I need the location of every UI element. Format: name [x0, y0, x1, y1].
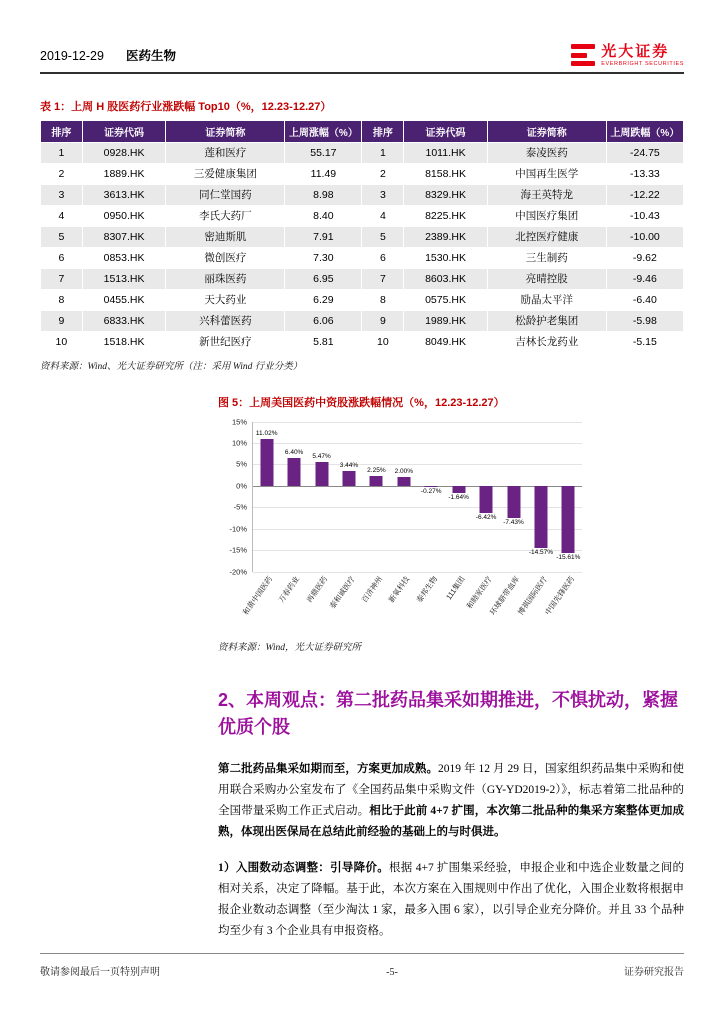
chart-bar-column: [308, 422, 335, 572]
paragraph-1: [218, 759, 684, 844]
report-body: [218, 687, 684, 943]
table1-header-cell: 证券简称: [487, 120, 606, 142]
table-cell: 1: [362, 142, 404, 163]
table-row: [41, 184, 684, 205]
table-cell: -6.40: [606, 289, 683, 310]
table-cell: 8329.HK: [404, 184, 488, 205]
table1-header-cell: 证券简称: [166, 120, 285, 142]
table-cell: -12.22: [606, 184, 683, 205]
table-cell: 泰凌医药: [487, 142, 606, 163]
table-cell: 5.81: [285, 331, 362, 352]
chart-bar-column: [500, 422, 527, 572]
table-cell: 8.40: [285, 205, 362, 226]
chart-y-tick-label: -10%: [229, 524, 247, 534]
table-cell: 6: [362, 247, 404, 268]
chart-value-label: -14.57%: [528, 549, 554, 557]
table1-header-row: [41, 120, 684, 142]
table-cell: 8.98: [285, 184, 362, 205]
table-cell: 1513.HK: [82, 268, 166, 289]
paragraph-2: [218, 858, 684, 943]
table-cell: 8307.HK: [82, 226, 166, 247]
figure5-chart: [218, 417, 684, 634]
header-left: [40, 46, 176, 64]
chart-x-tick-label: 和黄中国医药: [240, 574, 274, 617]
chart-x-tick: [359, 572, 390, 634]
chart-x-tick-label: 泰邦生物: [414, 574, 439, 604]
chart-y-axis: [218, 417, 252, 577]
table-cell: 0950.HK: [82, 205, 166, 226]
table-cell: -9.46: [606, 268, 683, 289]
table-cell: 北控医疗健康: [487, 226, 606, 247]
paragraph-1-body: 2019 年 12 月 29 日，国家组织药品集中采购和使用联合采购办公室发布了《全国药品集中采购文件（GY-YD2019-2）》，标志着第二批品种的全国带量采购工作正式启动。: [218, 762, 685, 818]
table-cell: 李氏大药厂: [166, 205, 285, 226]
chart-y-tick-label: 0%: [236, 481, 247, 491]
chart-x-tick-label: 万春药业: [276, 574, 302, 604]
table-cell: 2: [362, 163, 404, 184]
table1-header-cell: 上周涨幅（%）: [285, 120, 362, 142]
table-cell: 8049.HK: [404, 331, 488, 352]
table1-header-cell: 证券代码: [82, 120, 166, 142]
paragraph-1-lead: 第二批药品集采如期而至，方案更加成熟。: [218, 762, 439, 775]
table1-header-cell: 上周跌幅（%）: [606, 120, 683, 142]
table-cell: 1518.HK: [82, 331, 166, 352]
table-cell: -9.62: [606, 247, 683, 268]
chart-x-tick-label: 泰和诚医疗: [327, 574, 357, 611]
table-row: [41, 268, 684, 289]
table-cell: 7: [41, 268, 83, 289]
table-cell: 10: [41, 331, 83, 352]
chart-y-tick-label: 15%: [231, 417, 247, 427]
chart-xlabel-row: [218, 572, 684, 634]
chart-x-tick-label: 博祺国际医疗: [515, 574, 549, 617]
table1-header-cell: 排序: [362, 120, 404, 142]
table-cell: 1889.HK: [82, 163, 166, 184]
chart-value-label: 5.47%: [312, 453, 331, 461]
table-cell: 5: [362, 226, 404, 247]
chart-x-tick: [276, 572, 308, 634]
table-cell: 海王英特龙: [487, 184, 606, 205]
chart-value-label: 3.44%: [339, 462, 359, 470]
chart-bar: [562, 486, 575, 553]
figure5-source: 资料来源：Wind，光大证券研究所: [218, 642, 362, 653]
report-date: 2019-12-29: [40, 49, 104, 64]
table-cell: 8158.HK: [404, 163, 488, 184]
table-cell: 6.29: [285, 289, 362, 310]
table-cell: 3613.HK: [82, 184, 166, 205]
table-cell: -5.98: [606, 310, 683, 331]
chart-bar-column: [445, 422, 472, 572]
chart-x-labels: [240, 572, 582, 634]
table-cell: -5.15: [606, 331, 683, 352]
table-cell: 9: [362, 310, 404, 331]
chart-x-tick-label: 环球脐带血库: [488, 574, 522, 617]
table-row: [41, 310, 684, 331]
table-cell: 1011.HK: [404, 142, 488, 163]
table-cell: 7.30: [285, 247, 362, 268]
chart-x-tick: [327, 572, 363, 634]
table-cell: 4: [362, 205, 404, 226]
page-number: -5-: [386, 967, 398, 978]
chart-value-label: -0.27%: [420, 487, 442, 495]
table-cell: 6833.HK: [82, 310, 166, 331]
everbright-logo: [571, 44, 684, 67]
table-cell: 3: [362, 184, 404, 205]
chart-value-label: 6.40%: [284, 449, 304, 457]
table-cell: 2389.HK: [404, 226, 488, 247]
section-heading: 2、本周观点：第二批药品集采如期推进，不惧扰动，紧握优质个股: [218, 689, 679, 737]
table-cell: 8603.HK: [404, 268, 488, 289]
table1-header-cell: 证券代码: [404, 120, 488, 142]
table1-body: [41, 142, 684, 352]
table-cell: 中国医疗集团: [487, 205, 606, 226]
chart-x-tick-label: 111集团: [443, 574, 467, 601]
table-cell: 莲和医疗: [166, 142, 285, 163]
chart-x-tick: [543, 572, 583, 634]
table1-section: [40, 98, 684, 372]
chart-x-tick: [386, 572, 418, 634]
table-cell: 8: [41, 289, 83, 310]
table-cell: 0853.HK: [82, 247, 166, 268]
chart-bar: [342, 471, 355, 486]
table-cell: 0928.HK: [82, 142, 166, 163]
table-cell: 同仁堂国药: [166, 184, 285, 205]
chart-bar: [507, 486, 520, 518]
table-cell: 三爱健康集团: [166, 163, 285, 184]
table-cell: 吉林长龙药业: [487, 331, 606, 352]
table-cell: 6.06: [285, 310, 362, 331]
chart-x-tick-label: 中国先锋医药: [543, 574, 577, 617]
chart-bar-column: [363, 422, 390, 572]
table-cell: 新世纪医疗: [166, 331, 285, 352]
footer-report-type: 证券研究报告: [623, 967, 684, 978]
table-cell: 亮晴控股: [487, 268, 606, 289]
table-row: [41, 142, 684, 163]
table1: [40, 120, 684, 353]
table-cell: 三生制药: [487, 247, 606, 268]
chart-y-tick-label: 10%: [231, 438, 247, 448]
chart-bar: [260, 439, 273, 486]
table-cell: 兴科蕾医药: [166, 310, 285, 331]
chart-bar: [397, 477, 410, 486]
chart-x-tick: [240, 572, 280, 634]
logo-text: [601, 44, 684, 67]
chart-bar-column: [280, 422, 307, 572]
figure5-title: 图 5：上周美国医药中资股涨跌幅情况（%，12.23-12.27）: [218, 396, 505, 409]
paragraph-2-body: 根据 4+7 扩围集采经验，申报企业和中选企业数量之间的相对关系，决定了降幅。基于此，本次方案在入围规则中作出了优化，入围企业数将根据申报企业数动态调整（至少淘汰 1 家，最多入围 6 家），以引导企业充分降价。并且 33 个品种均至少有 3 个企业具有申报资格。: [218, 861, 685, 938]
table-cell: 2: [41, 163, 83, 184]
table-row: [41, 163, 684, 184]
table-cell: 0455.HK: [82, 289, 166, 310]
paragraph-1-emphasis: 相比于此前 4+7 扩围，本次第二批品种的集采方案整体更加成熟，体现出医保局在总结此前经验的基础上的与时俱进。: [218, 805, 684, 839]
chart-x-tick-label: 和睦家医疗: [465, 574, 494, 611]
table-cell: 中国再生医学: [487, 163, 606, 184]
table-cell: 55.17: [285, 142, 362, 163]
chart-x-tick-label: 百济神州: [359, 574, 384, 604]
table-cell: -10.43: [606, 205, 683, 226]
table-row: [41, 247, 684, 268]
table-cell: 微创医疗: [166, 247, 285, 268]
chart-bar-column: [555, 422, 582, 572]
chart-bar-column: [418, 422, 445, 572]
table1-head: [41, 120, 684, 142]
logo-e-icon: [571, 44, 595, 66]
table-cell: 8225.HK: [404, 205, 488, 226]
table-cell: 励晶太平洋: [487, 289, 606, 310]
figure5-section: [218, 394, 684, 653]
table1-source: 资料来源：Wind、光大证券研究所（注：采用 Wind 行业分类）: [40, 361, 303, 372]
logo-brand-cn: 光大证券: [601, 44, 670, 60]
table-cell: 4: [41, 205, 83, 226]
chart-y-tick-label: 5%: [236, 459, 247, 469]
table1-header-cell: 排序: [41, 120, 83, 142]
paragraph-2-lead: 1）入围数动态调整：引导降价。: [218, 861, 389, 874]
chart-x-tick: [414, 572, 445, 634]
chart-bar: [288, 458, 301, 485]
table-cell: 松龄护老集团: [487, 310, 606, 331]
chart-y-tick-label: -15%: [229, 545, 247, 555]
table-cell: 1: [41, 142, 83, 163]
chart-value-label: -6.42%: [475, 514, 497, 522]
header-divider: [40, 72, 684, 74]
chart-value-label: -1.64%: [448, 493, 469, 501]
chart-plot: [252, 422, 582, 572]
chart-bar-column: [472, 422, 499, 572]
chart-value-label: -15.61%: [556, 553, 581, 561]
table-cell: 6.95: [285, 268, 362, 289]
table-cell: -10.00: [606, 226, 683, 247]
chart-bar: [425, 486, 438, 487]
chart-bar: [480, 486, 493, 514]
table-cell: 1989.HK: [404, 310, 488, 331]
table-cell: 7: [362, 268, 404, 289]
table-cell: 密迪斯肌: [166, 226, 285, 247]
table-cell: 天大药业: [166, 289, 285, 310]
report-header: [40, 44, 684, 67]
chart-value-label: 2.25%: [367, 467, 386, 475]
table-row: [41, 289, 684, 310]
table-cell: 3: [41, 184, 83, 205]
sector-label: 医药生物: [125, 49, 176, 64]
chart-y-tick-label: -5%: [233, 502, 247, 512]
chart-bar: [370, 476, 383, 486]
chart-value-label: -7.43%: [503, 518, 524, 526]
chart-bar-column: [527, 422, 554, 572]
table-cell: 丽珠医药: [166, 268, 285, 289]
table-row: [41, 205, 684, 226]
table-cell: -13.33: [606, 163, 683, 184]
footer-disclaimer: 敬请参阅最后一页特别声明: [40, 967, 160, 978]
table-cell: 6: [41, 247, 83, 268]
table-cell: 11.49: [285, 163, 362, 184]
table-cell: 8: [362, 289, 404, 310]
chart-bar: [534, 486, 547, 548]
table-cell: 0575.HK: [404, 289, 488, 310]
chart-bar-column: [253, 422, 280, 572]
chart-bar-column: [335, 422, 362, 572]
table-cell: 9: [41, 310, 83, 331]
table-cell: 1530.HK: [404, 247, 488, 268]
table-row: [41, 331, 684, 352]
chart-plot-row: [218, 417, 684, 577]
table-cell: 7.91: [285, 226, 362, 247]
page-footer: [40, 953, 684, 978]
table-row: [41, 226, 684, 247]
chart-x-tick-label: 新氧科技: [386, 574, 412, 604]
table1-title: 表 1：上周 H 股医药行业涨跌幅 Top10（%，12.23-12.27）: [40, 100, 332, 113]
logo-brand-en: EVERBRIGHT SECURITIES: [601, 60, 684, 67]
chart-x-tick-label: 再鼎医药: [304, 574, 329, 604]
chart-value-label: 11.02%: [255, 429, 278, 437]
chart-bar-column: [390, 422, 417, 572]
table-cell: 10: [362, 331, 404, 352]
table-cell: -24.75: [606, 142, 683, 163]
chart-bar: [315, 462, 328, 485]
chart-value-label: 2.00%: [394, 468, 414, 476]
chart-y-tick-label: -20%: [229, 567, 247, 577]
table-cell: 5: [41, 226, 83, 247]
chart-bar: [452, 486, 465, 493]
